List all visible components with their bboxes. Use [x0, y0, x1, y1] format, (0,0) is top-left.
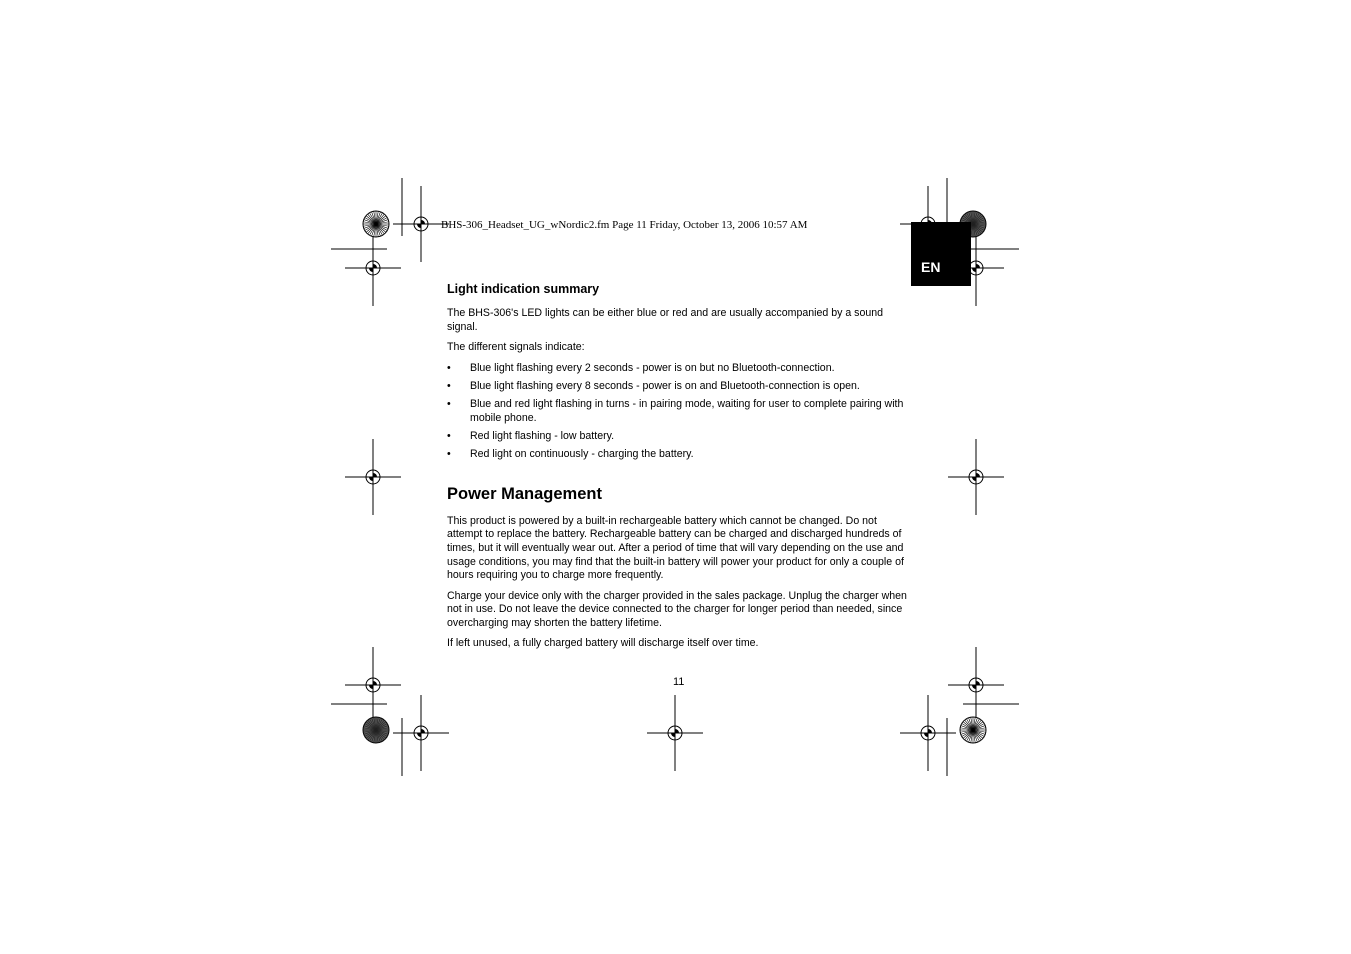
- list-item: [447, 448, 911, 462]
- power-paragraph: Charge your device only with the charger provided in the sales package. Unplug the charger when not in use. Do not leave the device connected to the charger for longer period than needed, since overcharging may shorten the battery lifetime.: [447, 589, 907, 629]
- registration-target-icon: [345, 230, 401, 306]
- section-heading-light: Light indication summary: [447, 282, 600, 296]
- signal-list: [447, 362, 911, 462]
- list-item-text: Red light flashing - low battery.: [470, 429, 615, 442]
- power-paragraph: If left unused, a fully charged battery will discharge itself over time.: [447, 637, 759, 650]
- star-target-icon: [363, 717, 389, 743]
- language-tab: [911, 222, 971, 286]
- bullet-icon: •: [447, 379, 451, 392]
- bullet-icon: •: [447, 429, 451, 442]
- bullet-icon: •: [447, 361, 451, 374]
- section-heading-power: Power Management: [447, 484, 602, 503]
- list-item-text: Blue and red light flashing in turns - in pairing mode, waiting for user to complete pairing with mobile phone.: [470, 398, 904, 424]
- registration-target-icon: [345, 647, 401, 723]
- list-item: [447, 362, 911, 376]
- star-target-icon: [363, 211, 389, 237]
- bullet-icon: •: [447, 448, 451, 461]
- file-info-header: BHS-306_Headset_UG_wNordic2.fm Page 11 Friday, October 13, 2006 10:57 AM: [441, 219, 808, 231]
- list-item-text: Blue light flashing every 2 seconds - power is on but no Bluetooth-connection.: [470, 361, 835, 374]
- light-intro-paragraph: The BHS-306's LED lights can be either blue or red and are usually accompanied by a sound signal.: [447, 307, 884, 333]
- star-target-icon: [960, 717, 986, 743]
- language-tab-label: EN: [921, 259, 941, 275]
- registration-target-icon: [948, 647, 1004, 723]
- power-paragraph: This product is powered by a built-in rechargeable battery which cannot be changed. Do not attempt to replace the battery. Rechargeable battery can be charged and discharged hundreds of times, but it will eventually wear out. After a period of time that will vary depending on the use and usage conditions, you may find that the built-in battery will power your product for only a couple of hours requiring you to charge more frequently.: [447, 514, 904, 582]
- page-content: [447, 281, 911, 658]
- list-item: [447, 380, 911, 394]
- registration-target-icon: [900, 695, 956, 771]
- bullet-icon: •: [447, 398, 451, 411]
- registration-target-icon: [647, 695, 703, 771]
- list-item: [447, 398, 911, 425]
- registration-target-icon: [393, 695, 449, 771]
- list-item: [447, 430, 911, 444]
- page-number: 11: [673, 676, 685, 688]
- registration-target-icon: [345, 439, 401, 515]
- list-item-text: Blue light flashing every 8 seconds - power is on and Bluetooth-connection is open.: [470, 379, 860, 392]
- light-lead-paragraph: The different signals indicate:: [447, 341, 585, 354]
- registration-target-icon: [948, 439, 1004, 515]
- list-item-text: Red light on continuously - charging the battery.: [470, 448, 694, 461]
